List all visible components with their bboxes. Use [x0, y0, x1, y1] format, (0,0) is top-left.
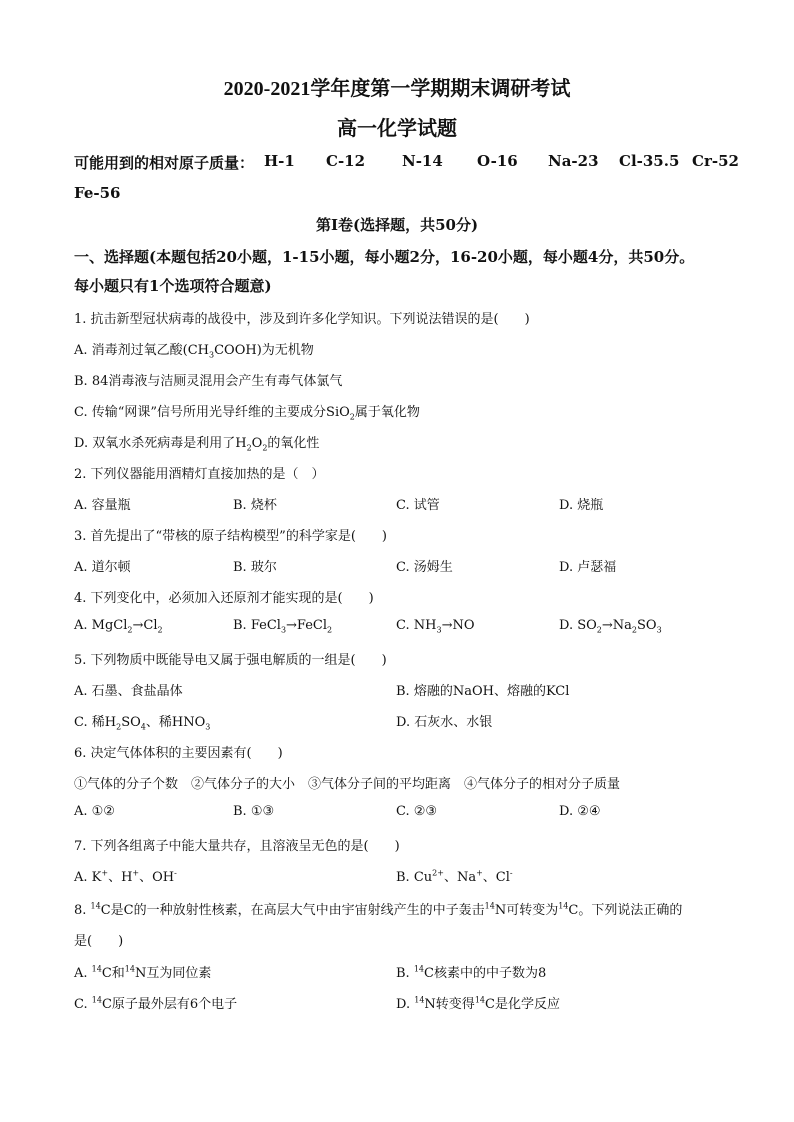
superscript: + — [101, 868, 109, 878]
subscript: 2 — [262, 443, 268, 453]
question-6-option-b: B. ①③ — [233, 804, 275, 819]
superscript: 14 — [558, 901, 569, 911]
text: SO — [121, 715, 141, 730]
atomic-mass-label: 可能用到的相对原子质量： — [74, 154, 255, 172]
atomic-mass-line — [74, 152, 739, 172]
question-5-option-b: B. 熔融的NaOH、熔融的KCl — [396, 684, 570, 699]
text: C. 稀H — [74, 715, 117, 730]
exam-title: 2020-2021学年度第一学期期末调研考试 — [223, 78, 571, 100]
question-1-option-d — [74, 432, 319, 453]
superscript: 14 — [91, 995, 102, 1005]
question-1-option-c — [74, 401, 420, 422]
text: C. 传输“网课”信号所用光导纤维的主要成分SiO — [74, 405, 350, 420]
question-4-option-c — [396, 618, 475, 635]
text: C是C的一种放射性核素，在高层大气中由宇宙射线产生的中子轰击 — [100, 903, 485, 918]
question-6-option-c: C. ②③ — [396, 804, 438, 819]
question-2-option-b: B. 烧杯 — [233, 498, 277, 513]
text: A. — [74, 966, 92, 981]
section-intro-line: 一、选择题(本题包括20小题，1-15小题，每小题2分，16-20小题，每小题4分，共50分。 — [74, 248, 695, 266]
question-7-stem: 7. 下列各组离子中能大量共存，且溶液呈无色的是( ) — [74, 839, 400, 854]
superscript: + — [476, 868, 483, 878]
text: 8. — [74, 903, 91, 918]
subscript: 2 — [127, 625, 133, 635]
superscript: - — [509, 868, 513, 878]
section-intro — [74, 243, 734, 301]
text: A. MgCl — [74, 618, 128, 633]
question-3-option-d: D. 卢瑟福 — [559, 560, 617, 575]
question-4-option-a — [74, 618, 163, 635]
atomic-mass-item: N-14 — [402, 152, 443, 170]
question-5-option-c — [74, 711, 210, 732]
question-8-option-b — [396, 962, 546, 981]
subscript: 2 — [246, 443, 252, 453]
text: C。下列说法正确的 — [568, 903, 683, 918]
subscript: 3 — [436, 625, 442, 635]
question-8-stem — [74, 899, 682, 918]
text: 属于氧化物 — [354, 405, 420, 420]
question-2-option-c: C. 试管 — [396, 498, 440, 513]
question-2-option-d: D. 烧瓶 — [559, 498, 604, 513]
section-intro-line: 每小题只有1个选项符合题意) — [74, 277, 272, 295]
question-5-stem: 5. 下列物质中既能导电又属于强电解质的一组是( ) — [74, 653, 387, 668]
superscript: 14 — [413, 964, 425, 974]
text: COOH)为无机物 — [214, 343, 314, 358]
text: →NO — [441, 618, 475, 633]
text: N转变得 — [424, 997, 475, 1012]
text: N互为同位素 — [134, 966, 212, 981]
question-3-stem: 3. 首先提出了“带核的原子结构模型”的科学家是( ) — [74, 529, 387, 544]
text: →FeCl — [286, 618, 328, 633]
text: D. — [396, 997, 415, 1012]
text: O — [251, 436, 263, 451]
question-6-option-d: D. ②④ — [559, 804, 601, 819]
text: 、稀HNO — [145, 715, 206, 730]
atomic-mass-item: Na-23 — [548, 152, 599, 170]
text: B. Cu — [396, 870, 433, 885]
subscript: 2 — [349, 412, 355, 422]
subscript: 2 — [596, 625, 602, 635]
question-5-option-a: A. 石墨、食盐晶体 — [74, 684, 183, 699]
text: C和 — [101, 966, 125, 981]
subscript: 2 — [327, 625, 333, 635]
question-2-stem: 2. 下列仪器能用酒精灯直接加热的是（ ） — [74, 467, 325, 482]
text: C原子最外层有6个电子 — [101, 997, 238, 1012]
text: A. 消毒剂过氧乙酸(CH — [74, 343, 210, 358]
subscript: 2 — [116, 722, 122, 732]
question-1-option-a — [74, 339, 314, 360]
atomic-mass-item: O-16 — [477, 152, 518, 170]
text: C. NH — [396, 618, 437, 633]
text: 的氧化性 — [267, 436, 320, 451]
text: 、Na — [443, 870, 477, 885]
superscript: 14 — [474, 995, 485, 1005]
question-1-option-b: B. 84消毒液与洁厕灵混用会产生有毒气体氯气 — [74, 374, 343, 389]
superscript: 14 — [90, 901, 101, 911]
atomic-mass-item: Cl-35.5 — [619, 152, 680, 170]
text: 、Cl — [482, 870, 510, 885]
atomic-mass-item: Cr-52 — [692, 152, 739, 170]
text: 、H — [108, 870, 133, 885]
text: C是化学反应 — [485, 997, 560, 1012]
subscript: 3 — [209, 350, 215, 360]
text: C. — [74, 997, 92, 1012]
superscript: 14 — [91, 964, 102, 974]
text: →Cl — [132, 618, 158, 633]
subscript: 3 — [280, 625, 287, 635]
text: C核素中的中子数为8 — [424, 966, 547, 981]
text: D. SO — [559, 618, 597, 633]
subscript: 3 — [656, 625, 662, 635]
question-7-option-b — [396, 866, 513, 885]
question-6-stem: 6. 决定气体体积的主要因素有( ) — [74, 746, 283, 761]
question-6-factors: ①气体的分子个数 ②气体分子的大小 ③气体分子间的平均距离 ④气体分子的相对分子质量 — [74, 777, 621, 792]
superscript: - — [174, 868, 177, 878]
question-8-option-d — [396, 993, 560, 1012]
question-4-option-b — [233, 618, 332, 635]
atomic-mass-item: C-12 — [326, 152, 366, 170]
subscript: 2 — [157, 625, 163, 635]
question-2-option-a: A. 容量瓶 — [74, 498, 131, 513]
question-3-option-b: B. 玻尔 — [233, 560, 277, 575]
question-7-option-a — [74, 866, 177, 885]
atomic-mass-item: Fe-56 — [74, 184, 121, 202]
text: B. — [396, 966, 414, 981]
subscript: 2 — [631, 625, 638, 635]
question-4-stem: 4. 下列变化中，必须加入还原剂才能实现的是( ) — [74, 591, 374, 606]
question-3-option-c: C. 汤姆生 — [396, 560, 453, 575]
exam-subtitle: 高一化学试题 — [337, 116, 457, 140]
superscript: 14 — [484, 901, 495, 911]
question-3-option-a: A. 道尔顿 — [74, 560, 131, 575]
question-6-option-a: A. ①② — [74, 804, 115, 819]
section-title: 第Ⅰ卷(选择题，共50分) — [315, 216, 479, 234]
subscript: 4 — [140, 722, 146, 732]
text: →Na — [601, 618, 632, 633]
question-8-option-c — [74, 993, 237, 1012]
question-4-option-d — [559, 618, 662, 635]
text: A. K — [74, 870, 102, 885]
text: 、OH — [139, 870, 175, 885]
superscript: 2+ — [432, 868, 444, 878]
text: SO — [637, 618, 657, 633]
superscript: 14 — [414, 995, 425, 1005]
subscript: 3 — [205, 722, 211, 732]
text: B. FeCl — [233, 618, 281, 633]
question-1-stem: 1. 抗击新型冠状病毒的战役中，涉及到许多化学知识。下列说法错误的是( ) — [74, 312, 530, 327]
superscript: 14 — [124, 964, 135, 974]
atomic-mass-item: H-1 — [264, 152, 295, 170]
question-5-option-d: D. 石灰水、水银 — [396, 715, 493, 730]
question-8-option-a — [74, 962, 211, 981]
text: N可转变为 — [494, 903, 559, 918]
text: D. 双氧水杀死病毒是利用了H — [74, 436, 247, 451]
question-8-stem-continued: 是( ) — [74, 934, 124, 949]
superscript: + — [132, 868, 140, 878]
